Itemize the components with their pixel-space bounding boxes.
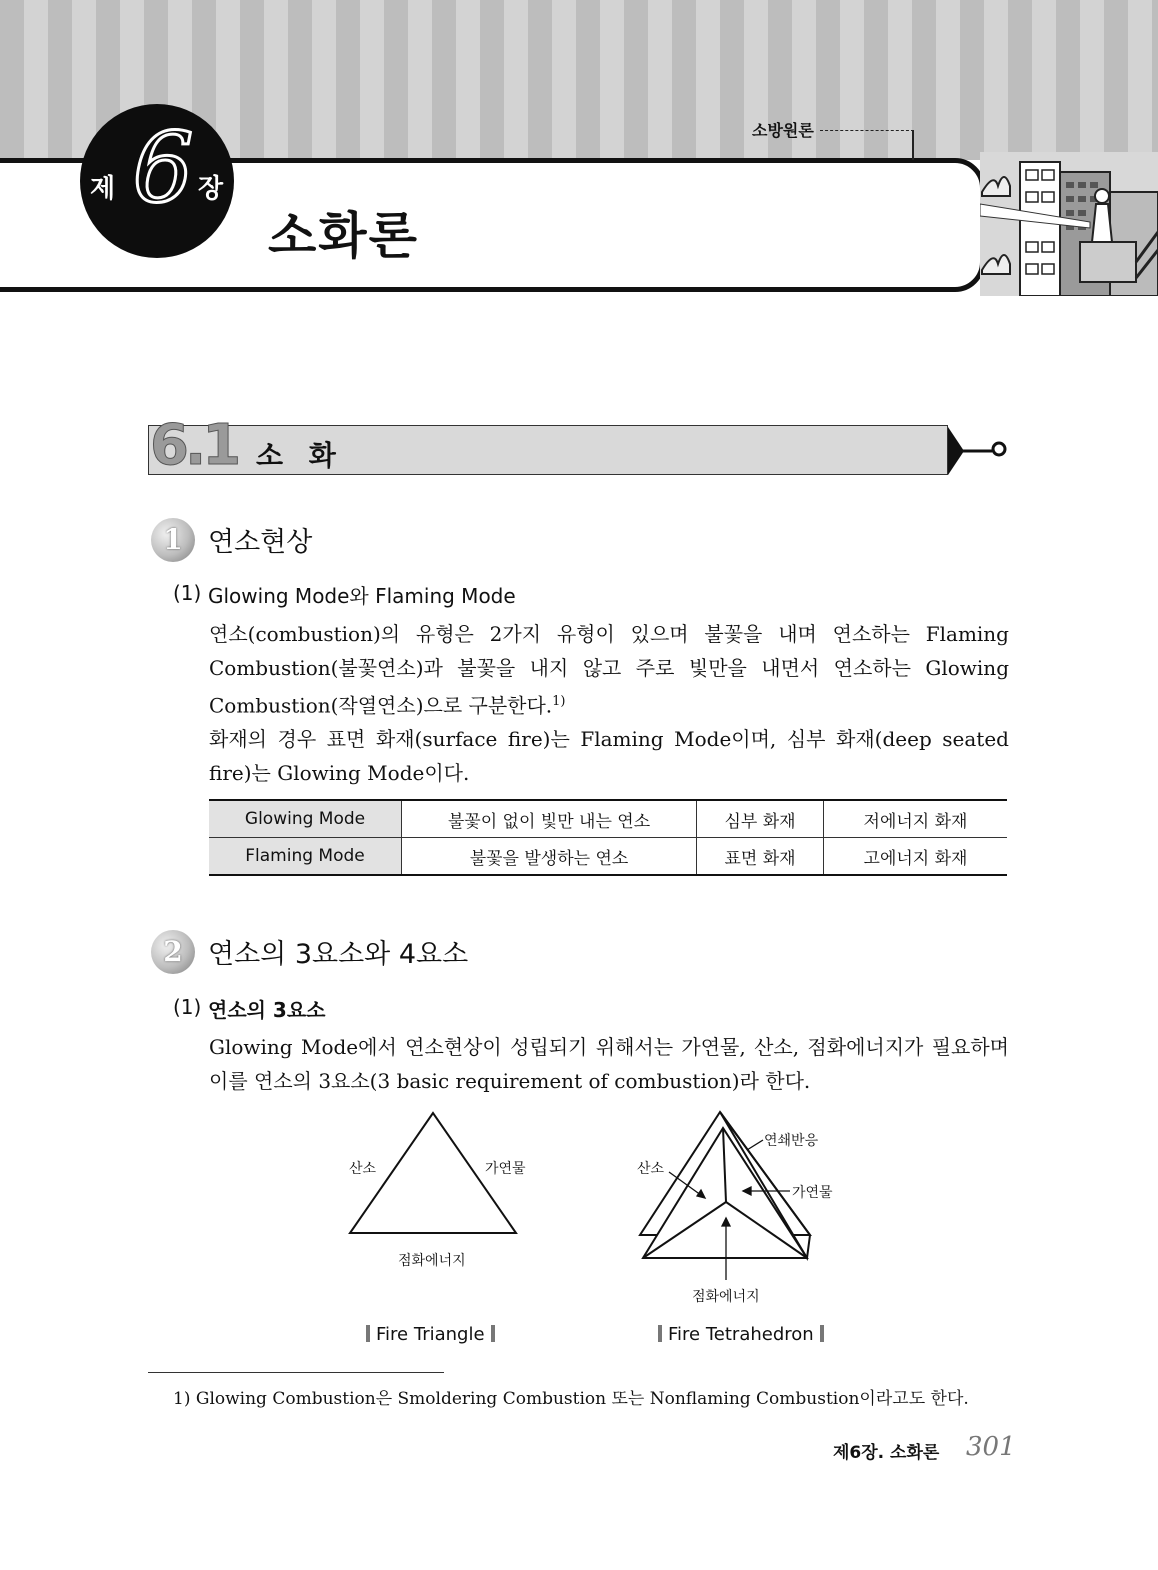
table-cell: 표면 화재 <box>697 838 824 876</box>
paragraph <box>209 1031 1009 1098</box>
tetrahedron-label-ignition: 점화에너지 <box>692 1289 760 1305</box>
chapter-title: 소화론 <box>268 207 419 265</box>
table-cell: 불꽃이 없이 빛만 내는 연소 <box>402 800 697 838</box>
page-number: 301 <box>966 1432 1016 1462</box>
table-cell: 심부 화재 <box>697 800 824 838</box>
tetrahedron-label-oxygen: 산소 <box>637 1161 665 1177</box>
figure-caption <box>360 1324 501 1345</box>
tetrahedron-label-fuel: 가연물 <box>792 1185 833 1201</box>
paragraph-text: Glowing Mode에서 연소현상이 성립되기 위해서는 가연물, 산소, 점화에너지가 필요하며 이를 연소의 3요소(3 basic requirement of combustion)라 한다. <box>209 1035 1009 1093</box>
table-row <box>209 838 1007 876</box>
paragraph <box>209 618 1009 790</box>
triangle-label-oxygen: 산소 <box>349 1161 377 1177</box>
footnote-rule <box>148 1372 444 1373</box>
topic-number-badge: 2 <box>151 930 195 974</box>
subtopic-label: (1) <box>173 581 202 605</box>
chapter-number: 6 <box>132 112 194 224</box>
caption-text: Fire Tetrahedron <box>668 1324 814 1345</box>
firefighter-illustration <box>980 152 1158 296</box>
topic-title: 연소현상 <box>208 527 313 558</box>
table-cell: 불꽃을 발생하는 연소 <box>402 838 697 876</box>
caption-text: Fire Triangle <box>376 1324 485 1345</box>
footnote <box>173 1384 969 1409</box>
paragraph-text: 화재의 경우 표면 화재(surface fire)는 Flaming Mode이며, 심부 화재(deep seated fire)는 Glowing Mode이다. <box>209 727 1009 785</box>
book-label-tick <box>912 130 914 160</box>
chapter-prefix: 제 <box>90 174 116 204</box>
subtopic-title: 연소의 3요소 <box>208 998 326 1022</box>
triangle-label-fuel: 가연물 <box>485 1161 526 1177</box>
tetrahedron-label-chain-reaction: 연쇄반응 <box>764 1133 819 1149</box>
footnote-ref[interactable]: 1) <box>552 694 566 709</box>
section-bar-connector <box>944 425 1014 477</box>
paragraph-text: 연소(combustion)의 유형은 2가지 유형이 있으며 불꽃을 내며 연소하는 Flaming Combustion(불꽃연소)과 불꽃을 내지 않고 주로 빛만을 내면서 연소하는 Glowing Combustion(작열연소)으로 구분한다. <box>209 622 1009 718</box>
footnote-number: 1) <box>173 1389 191 1409</box>
subtopic-label: (1) <box>173 995 202 1019</box>
chapter-suffix: 장 <box>198 174 224 204</box>
book-label-leader <box>820 130 914 131</box>
running-footer: 제6장. 소화론 <box>833 1443 940 1463</box>
table-cell: Glowing Mode <box>209 800 402 838</box>
topic-number-badge: 1 <box>151 518 195 562</box>
table-cell: 고에너지 화재 <box>824 838 1008 876</box>
figure-caption <box>652 1324 830 1345</box>
subtopic-title: Glowing Mode와 Flaming Mode <box>208 584 516 608</box>
book-label: 소방원론 <box>752 121 814 140</box>
section-title: 소 화 <box>256 439 344 472</box>
table-row <box>209 800 1007 838</box>
table-cell: Flaming Mode <box>209 838 402 876</box>
topic-title: 연소의 3요소와 4요소 <box>208 939 469 970</box>
footnote-text: Glowing Combustion은 Smoldering Combustion 또는 Nonflaming Combustion이라고도 한다. <box>195 1389 969 1409</box>
table-cell: 저에너지 화재 <box>824 800 1008 838</box>
section-number: 6.1 <box>150 413 238 478</box>
triangle-label-ignition: 점화에너지 <box>398 1253 466 1269</box>
mode-table <box>209 799 1007 876</box>
